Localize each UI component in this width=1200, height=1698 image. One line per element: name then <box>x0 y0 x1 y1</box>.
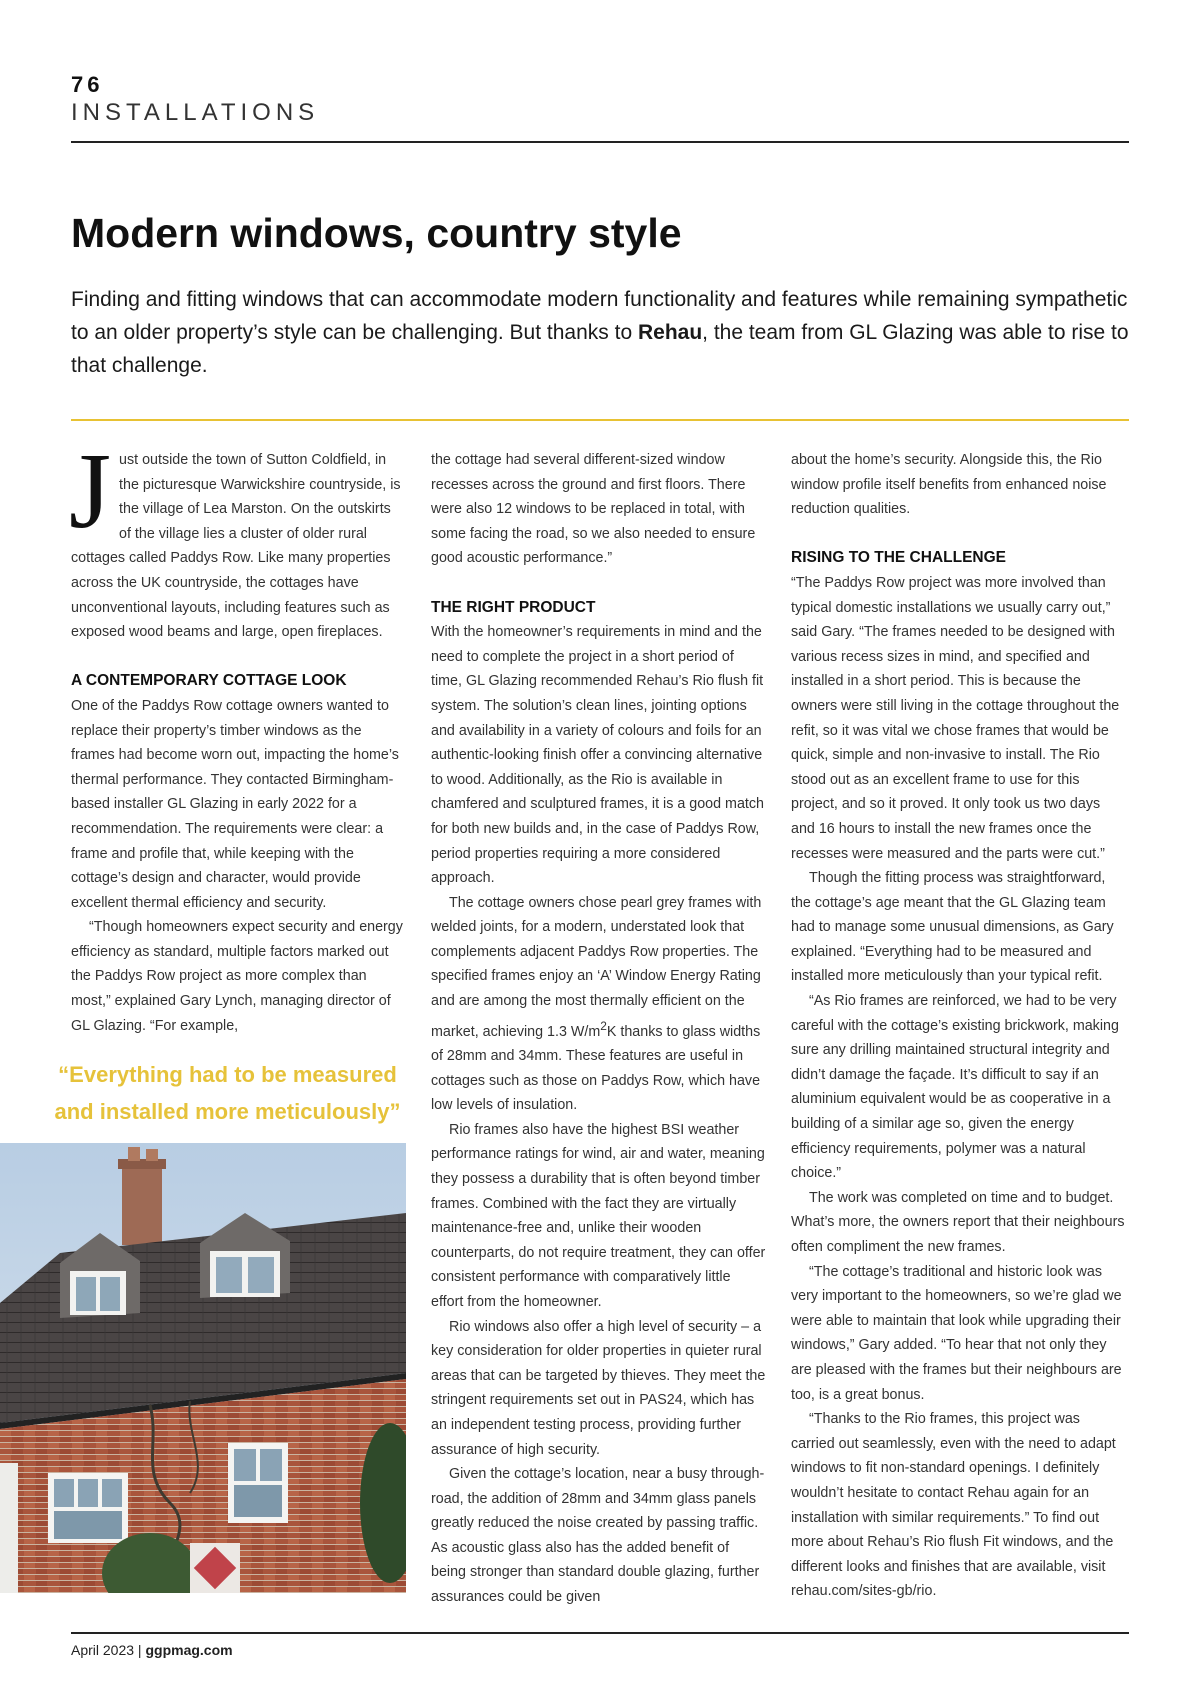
paragraph: One of the Paddys Row cottage owners wanted to replace their property’s timber windows as the frames had become worn out, impacting the home’s thermal performance. They contacted Birmingham-based installer GL Glazing in early 2022 for a recommendation. The requirements were clear: a frame and profile that, while keeping with the cottage’s design and character, would provide excellent thermal efficiency and security. <box>71 697 399 911</box>
subheading-rising: RISING TO THE CHALLENGE <box>791 549 1007 567</box>
paragraph: about the home’s security. Alongside this, the Rio window profile itself benefits from enhanced noise reduction qualities. <box>791 452 1107 518</box>
paragraph: Rio windows also offer a high level of security – a key consideration for older properties in quieter rural areas that can be targeted by thieves. They meet the stringent requirements set out in PAS24, which has an independent testing process, providing further assurance of high security. <box>431 1318 766 1458</box>
article-standfirst <box>71 283 1131 382</box>
paragraph: the cottage had several different-sized window recesses across the ground and first floors. There were also 12 windows to be replaced in total, with some facing the road, so we also needed to ensure good acoustic performance.” <box>431 452 756 567</box>
paragraph: Though the fitting process was straightforward, the cottage’s age meant that the GL Glazing team had to manage some unusual dimensions, as Gary explained. “Everything had to be measured and installed more meticulously than your typical refit. <box>791 870 1114 985</box>
intro-paragraph <box>69 432 406 645</box>
page-number: 76 <box>71 72 104 97</box>
section-title: INSTALLATIONS <box>71 99 320 126</box>
paragraph-text: K thanks to glass widths of 28mm and 34mm. These features are useful in cottages such as those on Paddys Row, which have low levels of insulation. <box>431 1023 761 1114</box>
cottage-photo <box>0 1143 406 1593</box>
page-header <box>71 72 319 128</box>
footer-rule <box>71 1632 1129 1634</box>
paragraph: “Thanks to the Rio frames, this project was carried out seamlessly, even with the need to adapt windows to fit non-standard openings. I definitely wouldn’t hesitate to contact Rehau again for an installation with similar requirements.” To find out more about Rehau’s Rio flush Fit windows, and the different looks and finishes that are available, visit rehau.com/sites-gb/rio. <box>791 1411 1116 1600</box>
paragraph: “The Paddys Row project was more involved than typical domestic installations we usually carry out,” said Gary. “The frames needed to be designed with various recess sizes in mind, and specified and installed in a short period. This is because the owners were still living in the cottage throughout the refit, so it was vital we chose frames that would be quick, simple and non-invasive to install. The Rio stood out as an excellent frame to use for this project, and so it proved. It only took us two days and 16 hours to install the new frames once the recesses were measured and the parts were cut.” <box>791 574 1120 862</box>
subheading-contemporary: A CONTEMPORARY COTTAGE LOOK <box>71 672 347 690</box>
column-1 <box>69 432 406 1038</box>
column-2 <box>431 448 766 1610</box>
column-3 <box>791 448 1126 1604</box>
article-title: Modern windows, country style <box>71 210 682 256</box>
footer-separator: | <box>134 1642 146 1658</box>
paragraph <box>431 891 766 1118</box>
footer-site: ggpmag.com <box>145 1642 233 1658</box>
subheading-right-product: THE RIGHT PRODUCT <box>431 598 596 616</box>
pull-quote: “Everything had to be measured and installed more meticulously” <box>54 1062 401 1124</box>
gold-divider <box>71 419 1129 421</box>
paragraph: Rio frames also have the highest BSI weather performance ratings for wind, air and water, meaning they possess a durability that is often beyond timber frames. Combined with the fact they are virtually maintenance-free and, unlike their wooden counterparts, do not require treatment, they can offer consistent performance with comparatively little effort from the homeowner. <box>431 1121 766 1310</box>
paragraph: Given the cottage’s location, near a busy through-road, the addition of 28mm and 34mm glass panels greatly reduced the noise created by passing traffic. As acoustic glass also has the added benefit of being stronger than standard double glazing, further assurances could be given <box>431 1466 765 1606</box>
page-footer <box>71 1642 233 1658</box>
standfirst-brand: Rehau <box>637 321 703 344</box>
paragraph: “As Rio frames are reinforced, we had to be very careful with the cottage’s existing brickwork, making sure any drilling maintained structural integrity and didn’t damage the façade. It’s difficult to say if an aluminium equivalent would be as cooperative in a building of a similar age so, given the energy efficiency requirements, polymer was a natural choice.” <box>791 993 1119 1182</box>
paragraph-text: The cottage owners chose pearl grey frames with welded joints, for a modern, understated look that complements adjacent Paddys Row properties. The specified frames enjoy an ‘A’ Window Energy Rating and are among the most thermally efficient on the market, achieving 1.3 W/m <box>431 894 762 1040</box>
drop-cap: J <box>69 432 112 551</box>
intro-text: ust outside the town of Sutton Coldfield, in the picturesque Warwickshire countryside, is the village of Lea Marston. On the outskirts of the village lies a cluster of older rural cottages called Paddys Row. Like many properties across the UK countryside, the cottages have unconventional layouts, including features such as exposed wood beams and large, open fireplaces. <box>71 452 401 641</box>
standfirst-text-start: Finding and fitting windows that can accommodate modern functionality and features while remaining sympathetic to an older property’s style can be challenging. But thanks to <box>71 288 1128 344</box>
header-rule <box>71 141 1129 143</box>
paragraph: With the homeowner’s requirements in mind and the need to complete the project in a short period of time, GL Glazing recommended Rehau’s Rio flush fit system. The solution’s clean lines, jointing options and availability in a variety of colours and foils for an authentic-looking finish offer a convincing alternative to wood. Additionally, as the Rio is available in chamfered and sculptured frames, it is a good match for both new builds and, in the case of Paddys Row, period properties requiring a more considered approach. <box>431 624 764 887</box>
paragraph: “The cottage’s traditional and historic look was very important to the homeowners, so we’re glad we were able to maintain that look while upgrading their windows,” Gary added. “To hear that not only they are pleased with the frames but their neighbours are too, is a great bonus. <box>791 1263 1122 1403</box>
standfirst-text-end: , the team from GL Glazing was able to rise to that challenge. <box>71 321 1129 377</box>
paragraph: The work was completed on time and to budget. What’s more, the owners report that their neighbours often compliment the new frames. <box>791 1189 1125 1255</box>
footer-date: April 2023 <box>71 1642 135 1658</box>
superscript: 2 <box>600 1018 607 1033</box>
paragraph: “Though homeowners expect security and energy efficiency as standard, multiple factors marked out the Paddys Row project as more complex than most,” explained Gary Lynch, managing director of GL Glazing. “For example, <box>71 919 403 1034</box>
